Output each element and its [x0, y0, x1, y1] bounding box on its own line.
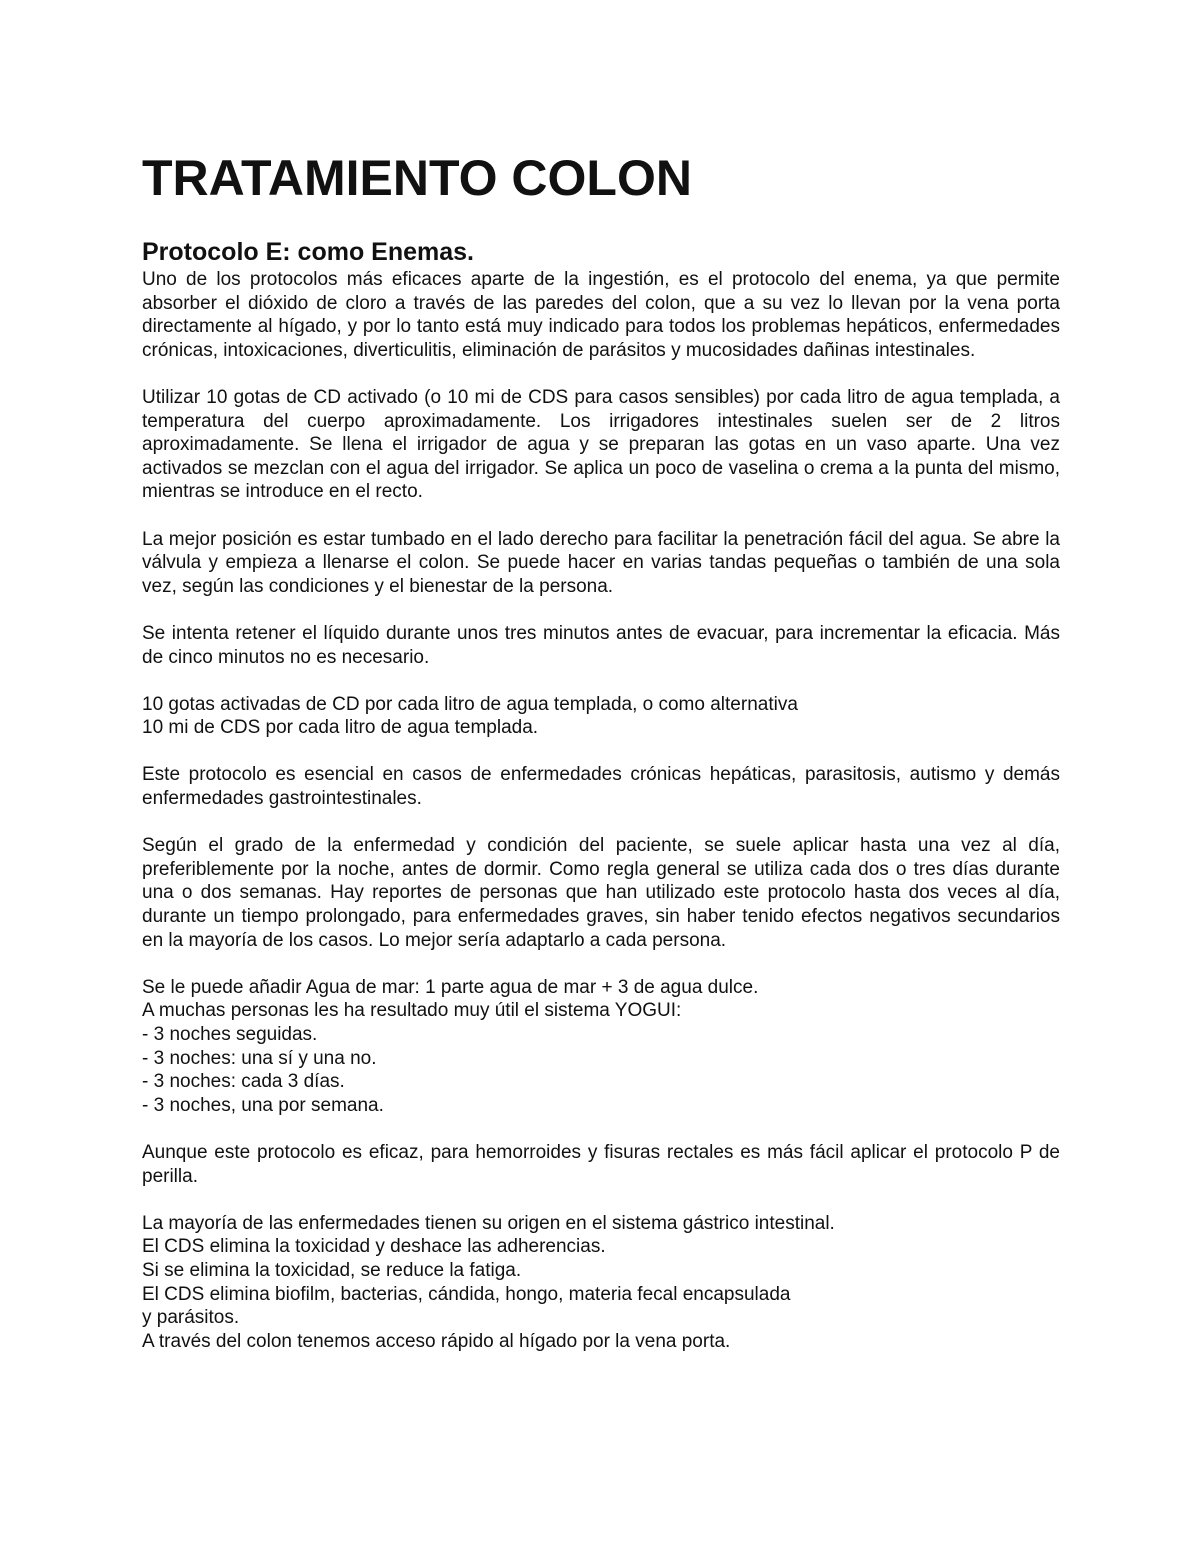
- paragraph-frequency: Según el grado de la enfermedad y condición del paciente, se suele aplicar hasta una vez al día, preferiblemente por la noche, antes de dormir. Como regla general se utiliza cada dos o tres días durante una o dos semanas. Hay reportes de personas que han utilizado este protocolo hasta dos veces al día, durante un tiempo prolongado, para enfermedades graves, sin haber tenido efectos negativos secundarios en la mayoría de los casos. Lo mejor sería adaptarlo a cada persona.: [142, 835, 1060, 951]
- paragraph-position: La mejor posición es estar tumbado en el lado derecho para facilitar la penetración fácil del agua. Se abre la válvula y empieza a llenarse el colon. Se puede hacer en varias tandas pequeñas o también de una sola vez, según las condiciones y el bienestar de la persona.: [142, 528, 1060, 597]
- paragraph-intro: Uno de los protocolos más eficaces aparte de la ingestión, es el protocolo del enema, ya que permite absorber el dióxido de cloro a través de las paredes del colon, que a su vez lo llevan por la vena porta directamente al hígado, y por lo tanto está muy indicado para todos los problemas hepáticos, enfermedades crónicas, intoxicaciones, diverticulitis, eliminación de parásitos y mucosidades dañinas intestinales.: [142, 269, 1060, 361]
- list-item: - 3 noches: cada 3 días.: [142, 1071, 345, 1093]
- text-line: 10 mi de CDS por cada litro de agua templada.: [142, 717, 539, 739]
- document-body: [142, 268, 1060, 1353]
- text-line: y parásitos.: [142, 1307, 240, 1329]
- list-item: - 3 noches, una por semana.: [142, 1094, 384, 1116]
- text-line: 10 gotas activadas de CD por cada litro de agua templada, o como alternativa: [142, 693, 798, 715]
- paragraph-retention: Se intenta retener el líquido durante unos tres minutos antes de evacuar, para incrementar la eficacia. Más de cinco minutos no es necesario.: [142, 622, 1060, 668]
- list-item: - 3 noches seguidas.: [142, 1024, 318, 1045]
- text-line: A través del colon tenemos acceso rápido al hígado por la vena porta.: [142, 1330, 731, 1352]
- text-line: Si se elimina la toxicidad, se reduce la fatiga.: [142, 1259, 522, 1281]
- text-line: La mayoría de las enfermedades tienen su origen en el sistema gástrico intestinal.: [142, 1212, 835, 1234]
- text-line: El CDS elimina biofilm, bacterias, cándida, hongo, materia fecal encapsulada: [142, 1283, 791, 1305]
- text-line: Se le puede añadir Agua de mar: 1 parte agua de mar + 3 de agua dulce.: [142, 976, 759, 998]
- paragraph-yogui-system: [142, 976, 1060, 1118]
- paragraph-summary: [142, 1212, 1060, 1354]
- text-line: A muchas personas les ha resultado muy útil el sistema YOGUI:: [142, 1000, 682, 1022]
- document-page: [142, 140, 1060, 1377]
- paragraph-essential: Este protocolo es esencial en casos de enfermedades crónicas hepáticas, parasitosis, autismo y demás enfermedades gastrointestinales.: [142, 764, 1060, 810]
- paragraph-dosage-summary: [142, 693, 1060, 740]
- list-item: - 3 noches: una sí y una no.: [142, 1047, 377, 1069]
- paragraph-dosage-instructions: Utilizar 10 gotas de CD activado (o 10 mi de CDS para casos sensibles) por cada litro de agua templada, a temperatura del cuerpo aproximadamente. Los irrigadores intestinales suelen ser de 2 litros aproximadamente. Se llena el irrigador de agua y se preparan las gotas en un vaso aparte. Una vez activados se mezclan con el agua del irrigador. Se aplica un poco de vaselina o crema a la punta del mismo, mientras se introduce en el recto.: [142, 386, 1060, 503]
- page-title: TRATAMIENTO COLON: [142, 150, 692, 206]
- text-line: El CDS elimina la toxicidad y deshace las adherencias.: [142, 1236, 606, 1258]
- protocol-subtitle: Protocolo E: como Enemas.: [142, 238, 475, 266]
- paragraph-hemorrhoids: Aunque este protocolo es eficaz, para hemorroides y fisuras rectales es más fácil aplicar el protocolo P de perilla.: [142, 1141, 1060, 1187]
